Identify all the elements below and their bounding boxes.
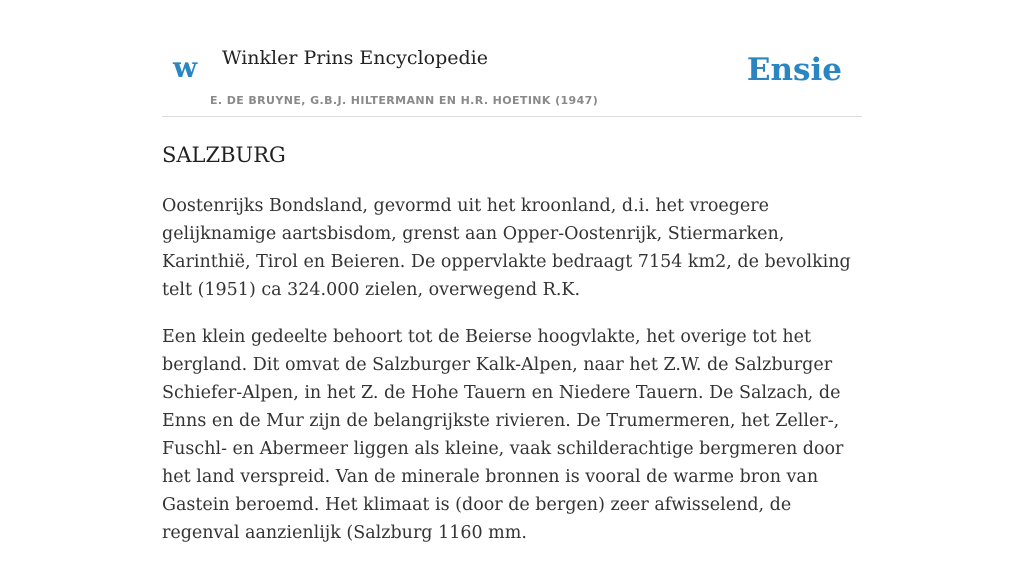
article-paragraph: Een klein gedeelte behoort tot de Beierse hoogvlakte, het overige tot het bergland. Dit omvat de Salzburger Kalk-Alpen, naar het Z.W. de Salzburger Schiefer-Alpen, in het Z. de Hohe Tauern en Niedere Tauern. De Salzach, de Enns en de Mur zijn de belangrijkste rivieren. De Trumermeren, het Zeller-, Fuschl- en Abermeer liggen als kleine, vaak schilderachtige bergmeren door het land verspreid. Van de minerale bronnen is vooral de warme bron van Gastein beroemd. Het klimaat is (door de bergen) zeer afwisselend, de regenval aanzienlijk (Salzburg 1160 mm.: [162, 327, 844, 543]
ensie-logo[interactable]: Ensie: [746, 52, 842, 88]
winkler-prins-logo[interactable]: w: [173, 51, 198, 84]
article-paragraph: Oostenrijks Bondsland, gevormd uit het kroonland, d.i. het vroegere gelijknamige aartsbisdom, grenst aan Opper-Oostenrijk, Stiermarken, Karinthië, Tirol en Beieren. De oppervlakte bedraagt 7154 km2, de bevolking telt (1951) ca 324.000 zielen, overwegend R.K.: [162, 196, 851, 300]
source-authors: E. DE BRUYNE, G.B.J. HILTERMANN EN H.R. HOETINK (1947): [210, 94, 599, 107]
article-title: SALZBURG: [162, 143, 286, 167]
article-body: [162, 192, 864, 566]
site-header: [162, 0, 862, 117]
page: [162, 0, 862, 543]
source-title[interactable]: Winkler Prins Encyclopedie: [222, 47, 488, 69]
